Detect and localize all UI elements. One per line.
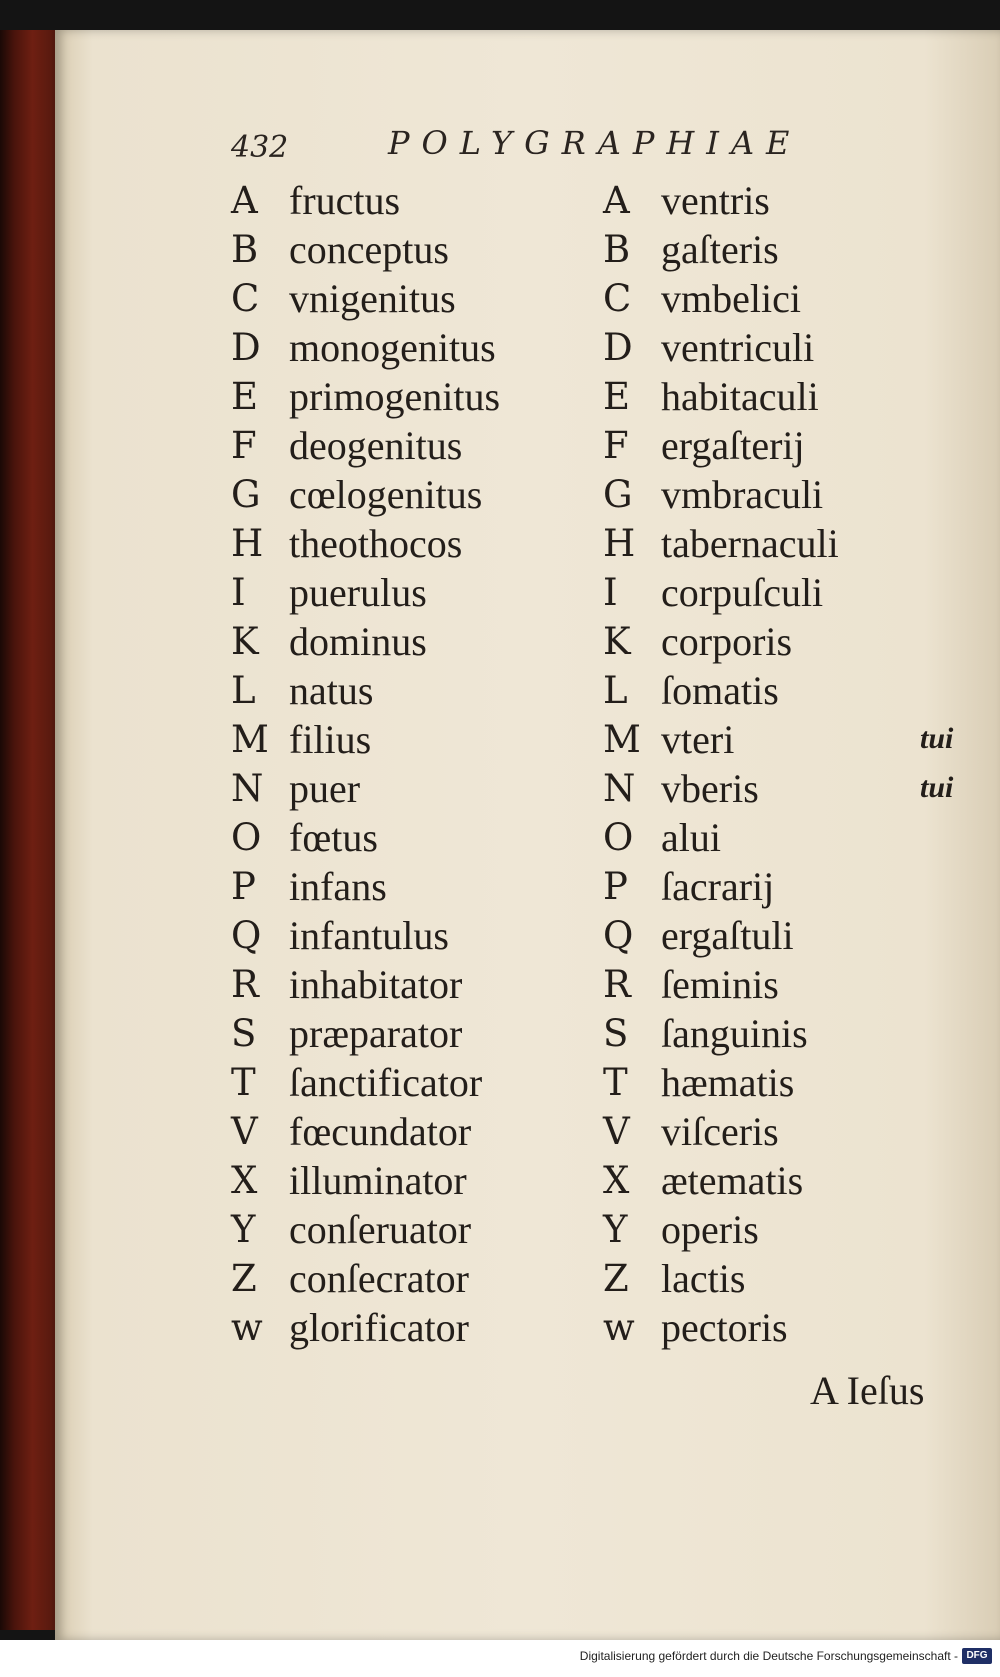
- alphabet-row: [603, 1303, 983, 1352]
- cipher-word: vberis: [661, 766, 759, 811]
- alphabet-row: [231, 715, 591, 764]
- footer-credit: Digitalisierung gefördert durch die Deutsche Forschungsgemeinschaft -: [579, 1649, 958, 1663]
- cipher-word: corpuſculi: [661, 570, 824, 615]
- alphabet-row: [231, 813, 591, 862]
- cipher-word: fœtus: [289, 815, 378, 860]
- cipher-letter: N: [231, 767, 264, 810]
- alphabet-row: [603, 1058, 983, 1107]
- cipher-word: puer: [289, 766, 361, 811]
- alphabet-row: [603, 421, 983, 470]
- cipher-word: ſeminis: [661, 962, 779, 1007]
- cipher-letter: K: [231, 620, 259, 663]
- running-head: POLYGRAPHIAE: [388, 124, 802, 162]
- cipher-word: ſanguinis: [661, 1011, 808, 1056]
- alphabet-row: [231, 1156, 591, 1205]
- alphabet-row: [231, 274, 591, 323]
- alphabet-row: [603, 911, 983, 960]
- cipher-word: operis: [661, 1207, 759, 1252]
- alphabet-row: [231, 1107, 591, 1156]
- cipher-letter: X: [603, 1159, 630, 1202]
- alphabet-row: [231, 1058, 591, 1107]
- alphabet-row: [603, 225, 983, 274]
- alphabet-row: [231, 1303, 591, 1352]
- alphabet-row: [231, 421, 591, 470]
- cipher-letter: I: [231, 571, 246, 614]
- cipher-word: fœcundator: [289, 1109, 472, 1154]
- footer-bar: [0, 1640, 1000, 1677]
- cipher-letter: H: [231, 522, 264, 565]
- cipher-word: ventriculi: [661, 325, 815, 370]
- alphabet-row: [603, 1156, 983, 1205]
- alphabet-row: [231, 323, 591, 372]
- cipher-letter: B: [231, 228, 259, 271]
- cipher-letter: T: [231, 1061, 256, 1104]
- cipher-letter: L: [603, 669, 628, 712]
- alphabet-row: [231, 862, 591, 911]
- alphabet-row: [231, 617, 591, 666]
- alphabet-row: [231, 960, 591, 1009]
- cipher-word: alui: [661, 815, 721, 860]
- cipher-word: vmbraculi: [661, 472, 824, 517]
- cipher-word: ventris: [661, 178, 770, 223]
- cipher-letter: M: [231, 718, 269, 761]
- alphabet-row: [231, 1254, 591, 1303]
- cipher-letter: H: [603, 522, 636, 565]
- cipher-word: conſecrator: [289, 1256, 469, 1301]
- alphabet-row: [231, 519, 591, 568]
- cipher-letter: C: [603, 277, 632, 320]
- cipher-letter: X: [231, 1159, 258, 1202]
- cipher-word: primogenitus: [289, 374, 501, 419]
- cipher-word: ſomatis: [661, 668, 779, 713]
- catchword: A Ieſus: [810, 1368, 925, 1413]
- cipher-letter: O: [231, 816, 262, 859]
- alphabet-row: [603, 519, 983, 568]
- alphabet-row: [603, 813, 983, 862]
- cipher-word: monogenitus: [289, 325, 496, 370]
- cipher-letter: I: [603, 571, 618, 614]
- cipher-word: corporis: [661, 619, 793, 664]
- cipher-word: conſeruator: [289, 1207, 472, 1252]
- cipher-word: hæmatis: [661, 1060, 795, 1105]
- alphabet-row: [603, 372, 983, 421]
- cipher-word: pectoris: [661, 1305, 788, 1350]
- alphabet-row: [231, 764, 591, 813]
- cipher-word: vmbelici: [661, 276, 801, 321]
- cipher-letter: F: [231, 424, 257, 467]
- cipher-letter: R: [231, 963, 259, 1006]
- cipher-word: cœlogenitus: [289, 472, 483, 517]
- cipher-word: infans: [289, 864, 387, 909]
- margin-note: tui: [920, 722, 954, 755]
- alphabet-row: [231, 1009, 591, 1058]
- alphabet-row: [603, 1254, 983, 1303]
- cipher-word: illuminator: [289, 1158, 467, 1203]
- cipher-word: ergaſtuli: [661, 913, 794, 958]
- cipher-word: puerulus: [289, 570, 427, 615]
- cipher-word: ſanctificator: [289, 1060, 483, 1105]
- cipher-letter: M: [603, 718, 641, 761]
- alphabet-row: [231, 911, 591, 960]
- cipher-word: vnigenitus: [289, 276, 456, 321]
- cipher-letter: w: [231, 1306, 263, 1349]
- cipher-word: filius: [289, 717, 372, 762]
- left-column: [231, 176, 591, 1352]
- cipher-word: ætematis: [661, 1158, 804, 1203]
- cipher-word: inhabitator: [289, 962, 463, 1007]
- cipher-letter: Y: [231, 1208, 256, 1251]
- alphabet-row: [231, 225, 591, 274]
- cipher-letter: S: [231, 1012, 257, 1055]
- cipher-letter: E: [603, 375, 631, 418]
- cipher-letter: Q: [231, 914, 262, 957]
- alphabet-row: [603, 862, 983, 911]
- cipher-word: gaſteris: [661, 227, 779, 272]
- alphabet-row: [603, 568, 983, 617]
- cipher-letter: Z: [603, 1257, 629, 1300]
- cipher-letter: T: [603, 1061, 628, 1104]
- cipher-word: tabernaculi: [661, 521, 839, 566]
- cipher-letter: C: [231, 277, 260, 320]
- cipher-word: præparator: [289, 1011, 463, 1056]
- cipher-letter: V: [603, 1110, 630, 1153]
- cipher-letter: D: [603, 326, 633, 369]
- dfg-logo: DFG: [962, 1648, 992, 1664]
- cipher-letter: V: [231, 1110, 258, 1153]
- cipher-word: deogenitus: [289, 423, 463, 468]
- cipher-letter: G: [603, 473, 633, 516]
- alphabet-row: [603, 1107, 983, 1156]
- right-column: [603, 176, 983, 1352]
- alphabet-row: [603, 1205, 983, 1254]
- cipher-word: lactis: [661, 1256, 746, 1301]
- cipher-word: conceptus: [289, 227, 449, 272]
- cipher-word: viſceris: [661, 1109, 779, 1154]
- cipher-letter: F: [603, 424, 629, 467]
- cipher-letter: A: [231, 179, 258, 222]
- cipher-word: habitaculi: [661, 374, 819, 419]
- alphabet-row: [231, 568, 591, 617]
- alphabet-row: [603, 470, 983, 519]
- cipher-letter: L: [231, 669, 256, 712]
- alphabet-row: [603, 960, 983, 1009]
- alphabet-row: [231, 470, 591, 519]
- cipher-word: ſacrarij: [661, 864, 775, 909]
- cipher-letter: N: [603, 767, 636, 810]
- cipher-letter: S: [603, 1012, 629, 1055]
- margin-note: tui: [920, 771, 954, 804]
- cipher-letter: R: [603, 963, 631, 1006]
- cipher-word: glorificator: [289, 1305, 469, 1350]
- cipher-letter: D: [231, 326, 261, 369]
- cipher-letter: Q: [603, 914, 634, 957]
- cipher-word: theothocos: [289, 521, 463, 566]
- cipher-letter: O: [603, 816, 634, 859]
- alphabet-row: [603, 666, 983, 715]
- alphabet-row: [231, 372, 591, 421]
- cipher-letter: P: [231, 865, 256, 908]
- cipher-word: dominus: [289, 619, 427, 664]
- cipher-word: ergaſterij: [661, 423, 805, 468]
- alphabet-row: [231, 176, 591, 225]
- alphabet-row: [603, 323, 983, 372]
- alphabet-row: [231, 1205, 591, 1254]
- page-number: 432: [231, 130, 289, 165]
- cipher-letter: E: [231, 375, 259, 418]
- cipher-letter: w: [603, 1306, 635, 1349]
- cipher-word: natus: [289, 668, 374, 713]
- alphabet-row: [603, 617, 983, 666]
- cipher-letter: B: [603, 228, 631, 271]
- alphabet-row: [603, 176, 983, 225]
- cipher-word: infantulus: [289, 913, 449, 958]
- cipher-letter: Z: [231, 1257, 257, 1300]
- cipher-letter: K: [603, 620, 631, 663]
- alphabet-row: [603, 1009, 983, 1058]
- cipher-word: vteri: [661, 717, 735, 762]
- cipher-word: fructus: [289, 178, 401, 223]
- alphabet-row: [231, 666, 591, 715]
- cipher-letter: G: [231, 473, 261, 516]
- cipher-letter: A: [603, 179, 630, 222]
- cipher-letter: Y: [603, 1208, 628, 1251]
- alphabet-row: [603, 274, 983, 323]
- cipher-letter: P: [603, 865, 628, 908]
